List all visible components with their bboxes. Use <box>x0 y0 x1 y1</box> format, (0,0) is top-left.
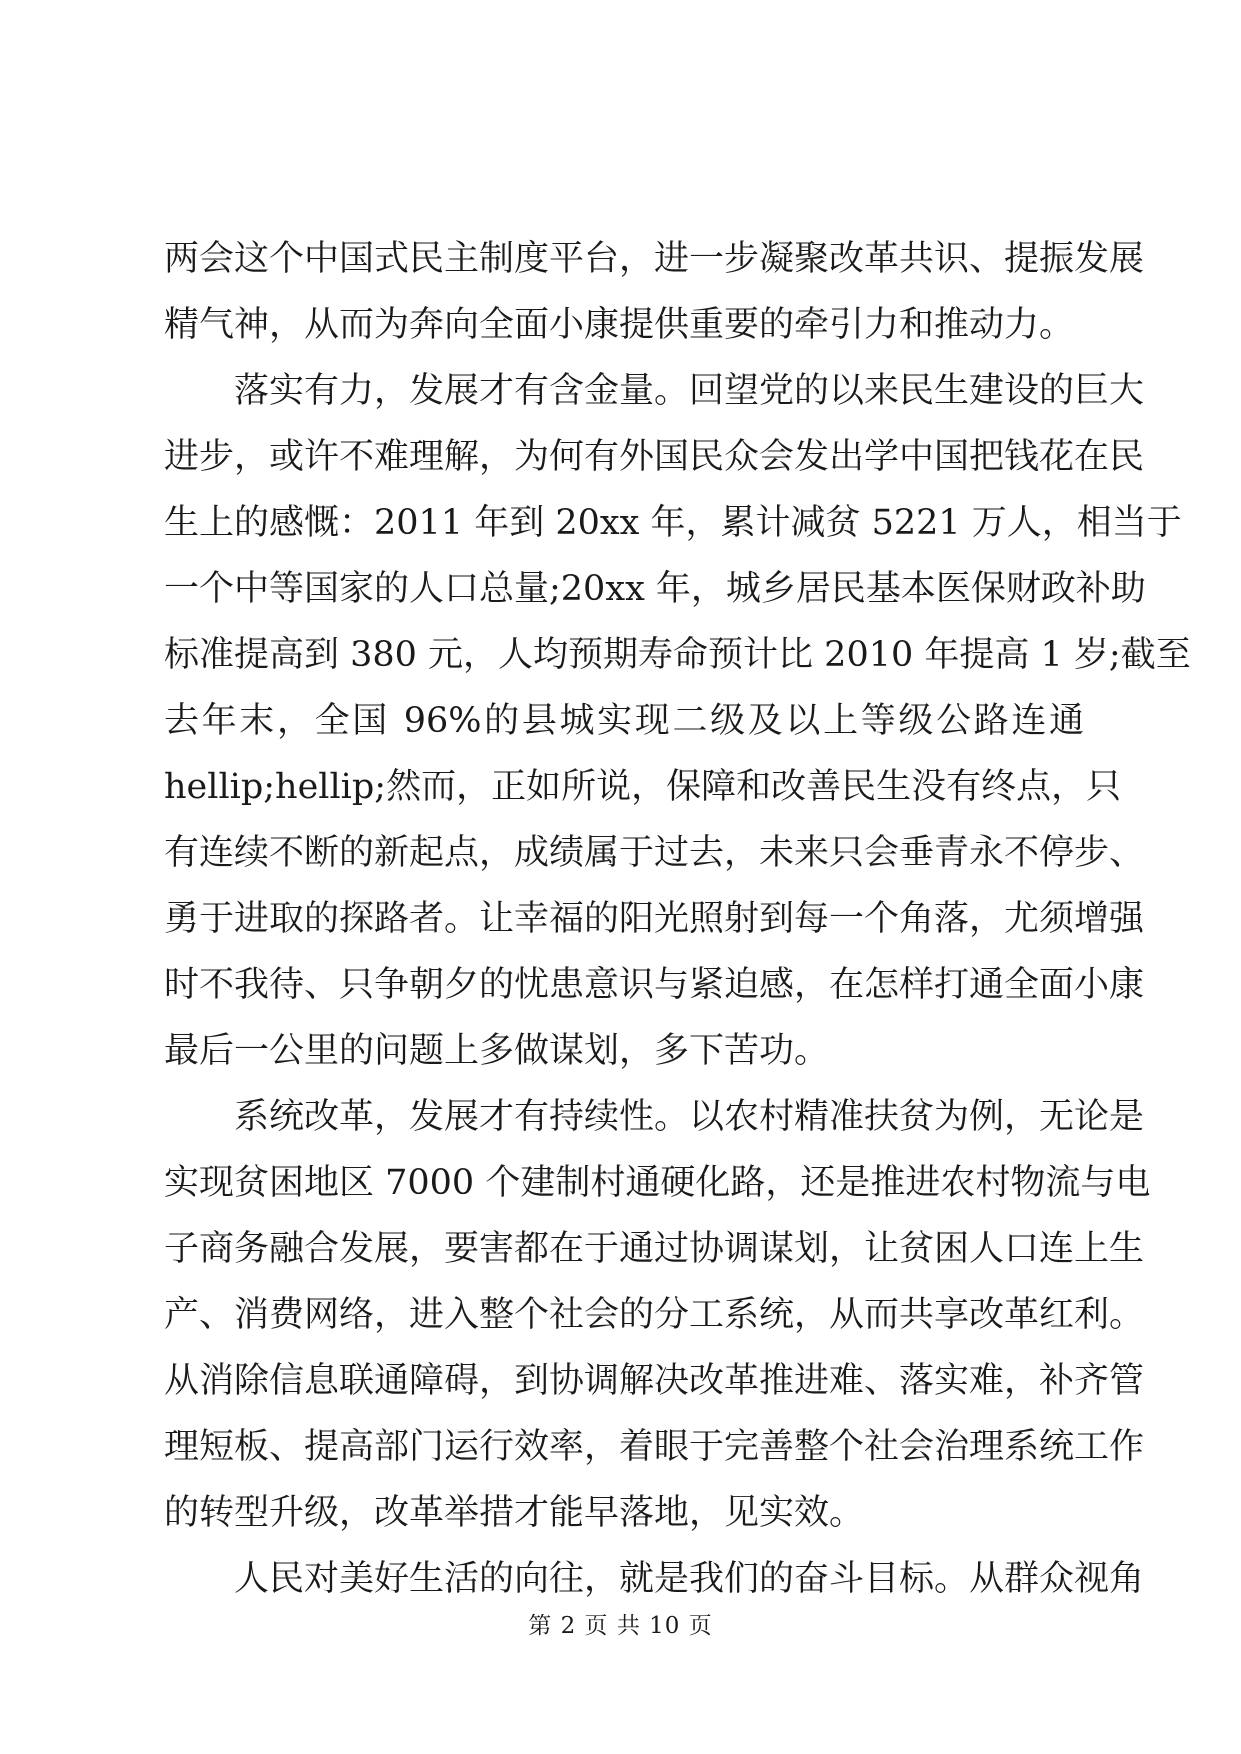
text-line: 人民对美好生活的向往，就是我们的奋斗目标。从群众视角 <box>234 1559 1145 1599</box>
text-line: 两会这个中国式民主制度平台，进一步凝聚改革共识、提振发展 <box>164 239 1145 279</box>
text-line: 的转型升级，改革举措才能早落地，见实效。 <box>164 1493 865 1533</box>
text-line: 去年末，全国 96%的县城实现二级及以上等级公路连通 <box>164 701 1084 741</box>
text-line: 子商务融合发展，要害都在于通过协调谋划，让贫困人口连上生 <box>164 1229 1145 1269</box>
text-line: 系统改革，发展才有持续性。以农村精准扶贫为例，无论是 <box>234 1097 1145 1137</box>
text-line: 产、消费网络，进入整个社会的分工系统，从而共享改革红利。 <box>164 1295 1145 1335</box>
text-line: 精气神，从而为奔向全面小康提供重要的牵引力和推动力。 <box>164 305 1075 345</box>
text-line: 最后一公里的问题上多做谋划，多下苦功。 <box>164 1031 830 1071</box>
text-line: 生上的感慨：2011 年到 20xx 年，累计减贫 5221 万人，相当于 <box>164 503 1182 543</box>
page-footer: 第 2 页 共 10 页 <box>528 1613 713 1639</box>
text-line: 时不我待、只争朝夕的忧患意识与紧迫感，在怎样打通全面小康 <box>164 965 1145 1005</box>
text-line: 一个中等国家的人口总量;20xx 年，城乡居民基本医保财政补助 <box>164 569 1146 609</box>
text-line: 理短板、提高部门运行效率，着眼于完善整个社会治理系统工作 <box>164 1427 1145 1467</box>
text-line: 有连续不断的新起点，成绩属于过去，未来只会垂青永不停步、 <box>164 833 1145 873</box>
document-body <box>164 226 1191 1612</box>
text-line: 进步，或许不难理解，为何有外国民众会发出学中国把钱花在民 <box>164 437 1145 477</box>
text-line: 实现贫困地区 7000 个建制村通硬化路，还是推进农村物流与电 <box>164 1163 1151 1203</box>
text-line: hellip;hellip;然而，正如所说，保障和改善民生没有终点，只 <box>164 767 1122 807</box>
text-line: 勇于进取的探路者。让幸福的阳光照射到每一个角落，尤须增强 <box>164 899 1145 939</box>
text-line: 从消除信息联通障碍，到协调解决改革推进难、落实难，补齐管 <box>164 1361 1145 1401</box>
text-line: 标准提高到 380 元，人均预期寿命预计比 2010 年提高 1 岁;截至 <box>164 635 1191 675</box>
text-line: 落实有力，发展才有含金量。回望党的以来民生建设的巨大 <box>234 371 1145 411</box>
